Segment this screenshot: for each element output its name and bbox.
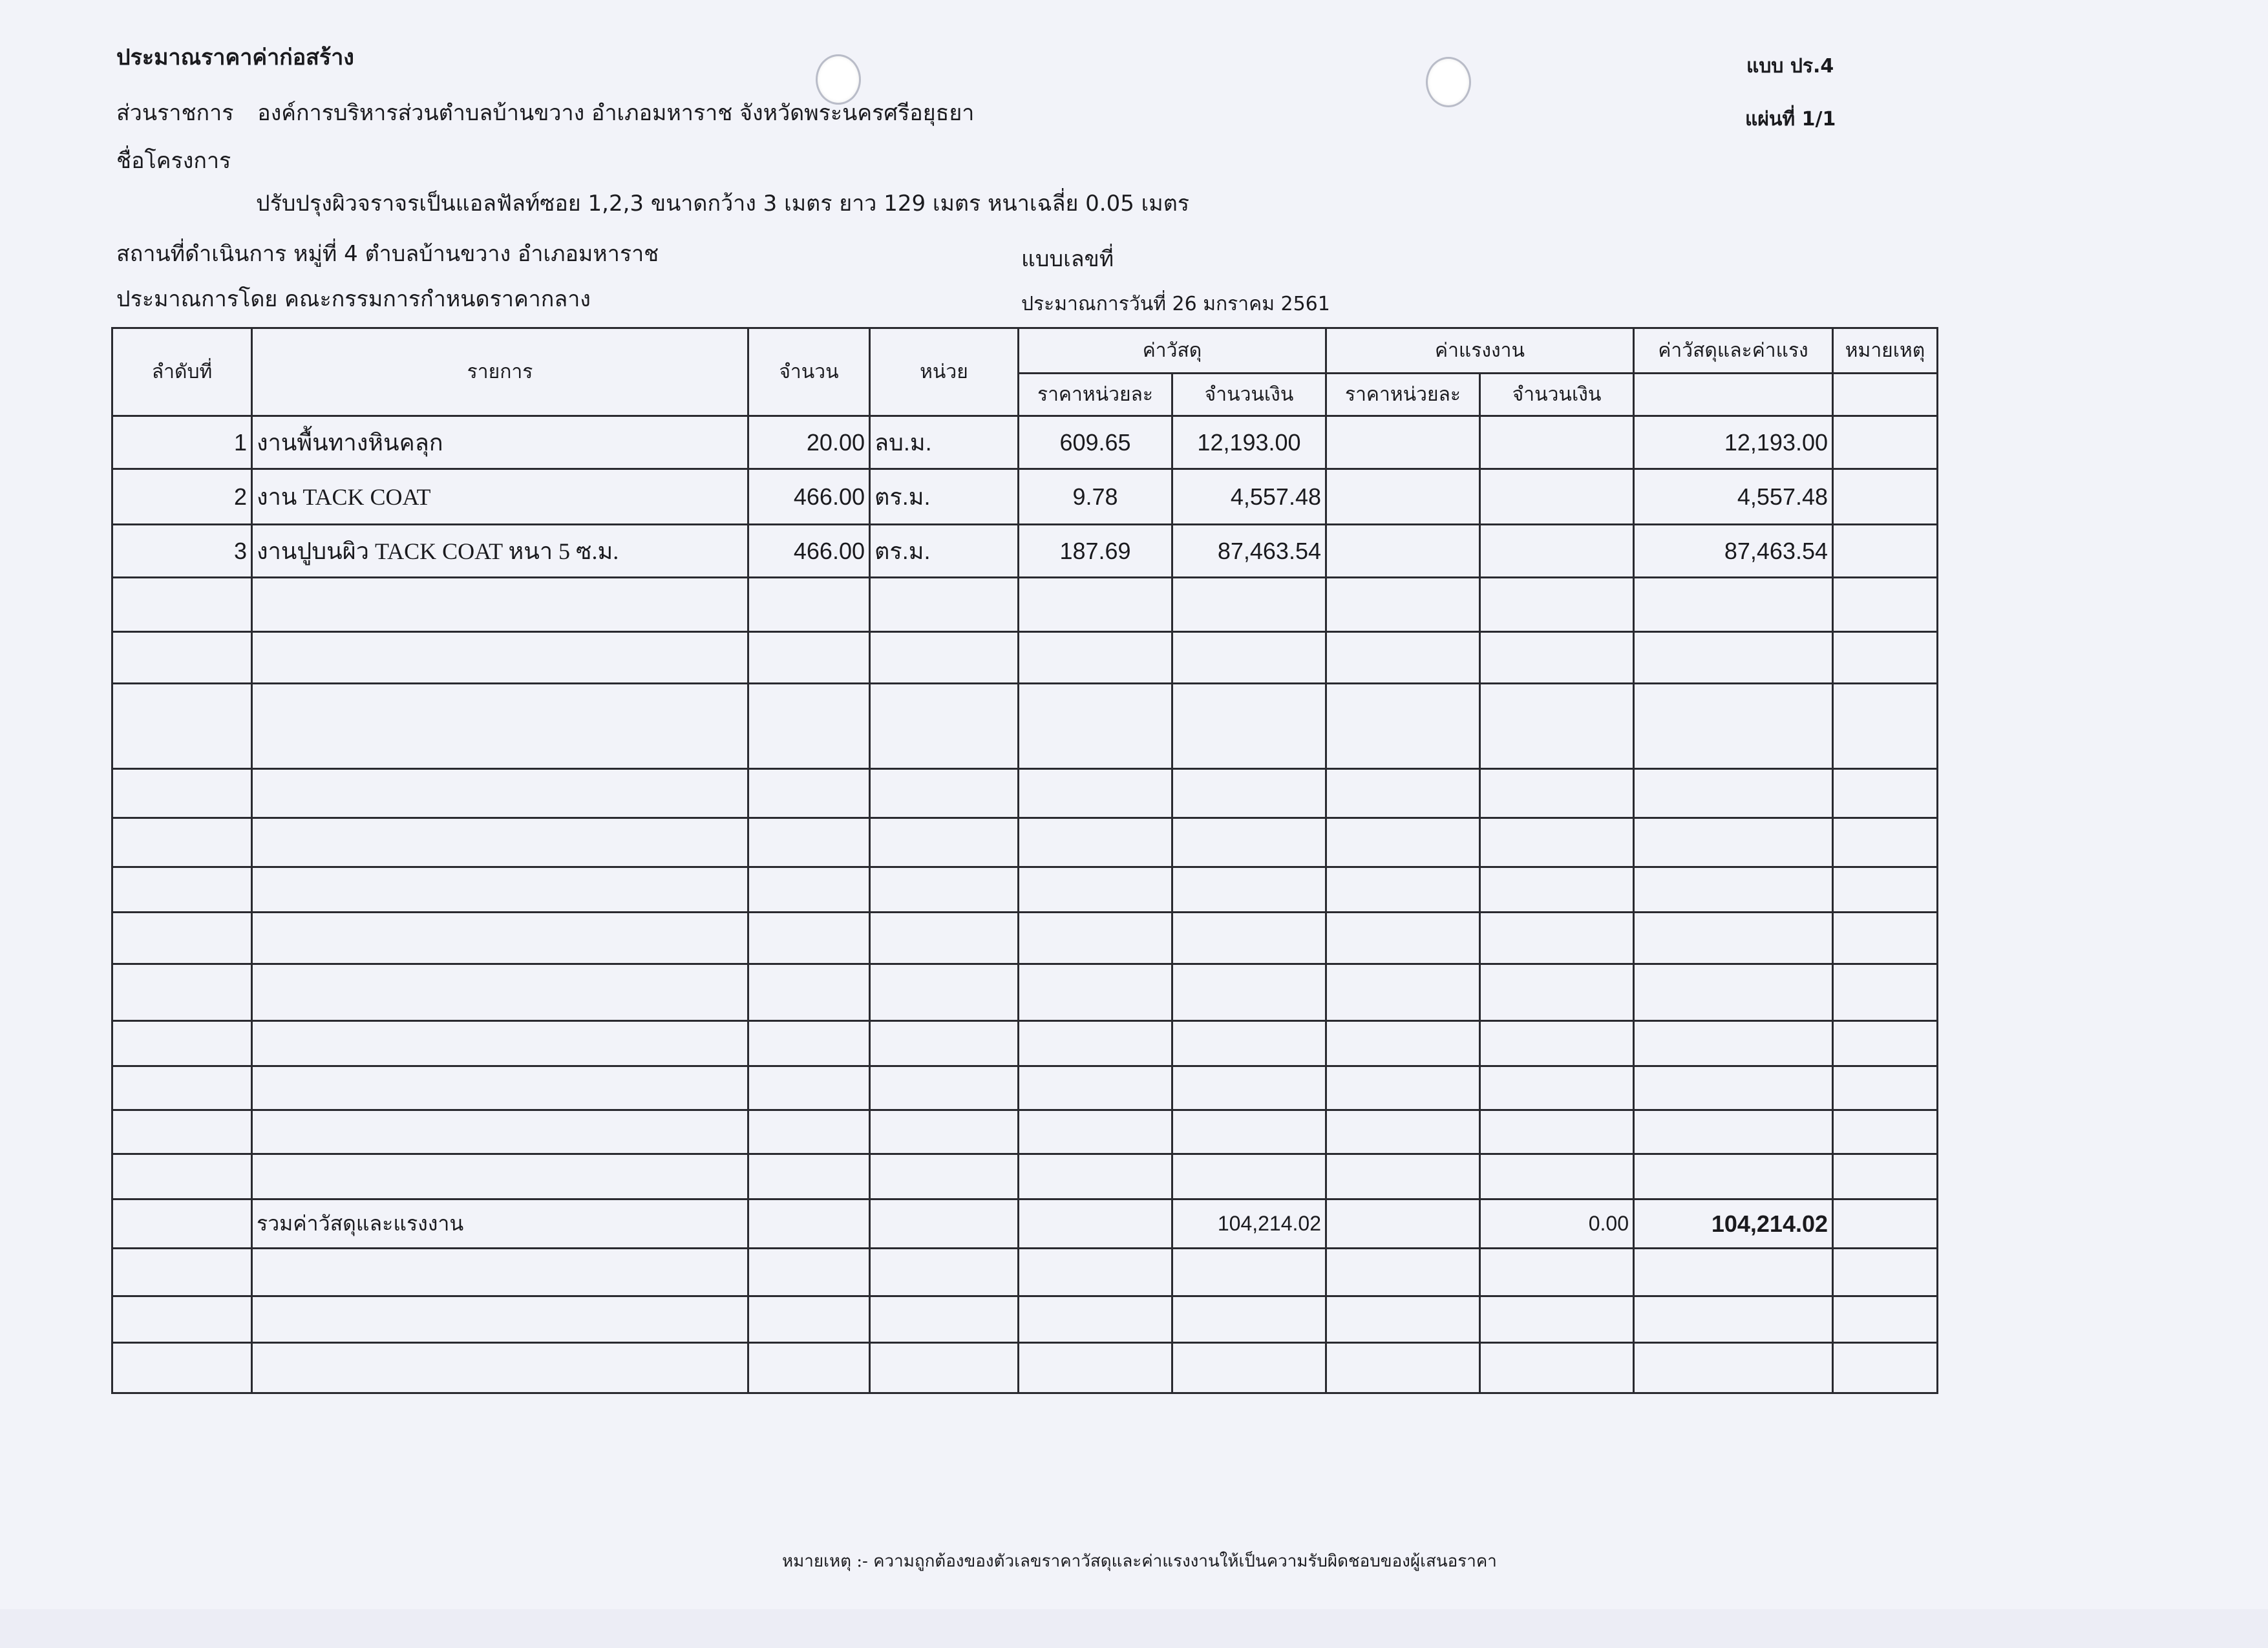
empty-row [112, 684, 1938, 769]
empty-row [112, 1296, 1938, 1343]
row-qty: 466.00 [748, 469, 870, 525]
location-line: สถานที่ดำเนินการ หมู่ที่ 4 ตำบลบ้านขวาง อำเภอมหาราช [116, 241, 659, 267]
header-qty: จำนวน [748, 328, 870, 416]
header-material: ค่าวัสดุ [1019, 328, 1326, 374]
row-no: 3 [112, 525, 252, 578]
project-label: ชื่อโครงการ [116, 148, 231, 174]
summary-labor-amount: 0.00 [1480, 1199, 1634, 1249]
row-material-amount: 4,557.48 [1172, 469, 1326, 525]
sheet-number: แผ่นที่ 1/1 [1745, 108, 1836, 131]
row-material-price: 187.69 [1019, 525, 1172, 578]
agency-label: ส่วนราชการ [116, 100, 234, 126]
sub-labor-unit-price: ราคาหน่วยละ [1326, 374, 1480, 416]
empty-row [112, 578, 1938, 632]
empty-row [112, 1249, 1938, 1296]
row-no: 1 [112, 416, 252, 469]
header-unit: หน่วย [870, 328, 1019, 416]
header-note: หมายเหตุ [1833, 328, 1938, 374]
empty-row [112, 913, 1938, 964]
row-note [1833, 416, 1938, 469]
empty-row [112, 1154, 1938, 1199]
row-labor-amount [1480, 416, 1634, 469]
empty-row [112, 769, 1938, 818]
row-unit: ตร.ม. [870, 525, 1019, 578]
row-unit: ลบ.ม. [870, 416, 1019, 469]
summary-total: 104,214.02 [1634, 1199, 1833, 1249]
empty-row [112, 1343, 1938, 1393]
row-no: 2 [112, 469, 252, 525]
summary-row [112, 1199, 1938, 1249]
row-material-price: 609.65 [1019, 416, 1172, 469]
punch-hole-right [1426, 57, 1471, 107]
sub-material-amount: จำนวนเงิน [1172, 374, 1326, 416]
design-number-label: แบบเลขที่ [1021, 246, 1114, 272]
empty-row [112, 1110, 1938, 1154]
punch-hole-left [816, 54, 861, 105]
form-code: แบบ ปร.4 [1746, 55, 1834, 78]
empty-row [112, 1021, 1938, 1066]
row-item: งาน TACK COAT [252, 469, 748, 525]
empty-row [112, 964, 1938, 1021]
summary-material-amount: 104,214.02 [1172, 1199, 1326, 1249]
agency-value: องค์การบริหารส่วนตำบลบ้านขวาง อำเภอมหาราช จังหวัดพระนครศรีอยุธยา [257, 100, 975, 126]
row-note [1833, 469, 1938, 525]
row-labor-amount [1480, 469, 1634, 525]
row-labor-price [1326, 416, 1480, 469]
row-qty: 20.00 [748, 416, 870, 469]
empty-row [112, 818, 1938, 867]
row-total: 12,193.00 [1634, 416, 1833, 469]
row-labor-amount [1480, 525, 1634, 578]
header-labor: ค่าแรงงาน [1326, 328, 1634, 374]
row-unit: ตร.ม. [870, 469, 1019, 525]
row-material-price: 9.78 [1019, 469, 1172, 525]
header-item: รายการ [252, 328, 748, 416]
summary-label: รวมค่าวัสดุและแรงงาน [252, 1199, 748, 1249]
header-material-labor-sum: ค่าวัสดุและค่าแรง [1634, 328, 1833, 374]
row-total: 4,557.48 [1634, 469, 1833, 525]
estimate-date: ประมาณการวันที่ 26 มกราคม 2561 [1021, 293, 1330, 315]
cost-estimate-table [111, 327, 1938, 1394]
sub-labor-amount: จำนวนเงิน [1480, 374, 1634, 416]
document-title: ประมาณราคาค่าก่อสร้าง [116, 45, 354, 70]
row-qty: 466.00 [748, 525, 870, 578]
row-material-amount: 87,463.54 [1172, 525, 1326, 578]
empty-row [112, 632, 1938, 684]
empty-row [112, 1066, 1938, 1110]
row-labor-price [1326, 469, 1480, 525]
row-item: งานพื้นทางหินคลุก [252, 416, 748, 469]
table-row [112, 525, 1938, 578]
project-value: ปรับปรุงผิวจราจรเป็นแอลฟัลท์ซอย 1,2,3 ขนาดกว้าง 3 เมตร ยาว 129 เมตร หนาเฉลี่ย 0.05 เมตร [256, 191, 1190, 217]
sub-material-unit-price: ราคาหน่วยละ [1019, 374, 1172, 416]
table-row [112, 469, 1938, 525]
row-item: งานปูบนผิว TACK COAT หนา 5 ซ.ม. [252, 525, 748, 578]
empty-row [112, 867, 1938, 913]
header-no: ลำดับที่ [112, 328, 252, 416]
row-labor-price [1326, 525, 1480, 578]
agency-line [116, 102, 974, 124]
row-note [1833, 525, 1938, 578]
footnote: หมายเหตุ :- ความถูกต้องของตัวเลขราคาวัสดุและค่าแรงงานให้เป็นความรับผิดชอบของผู้เสนอราคา [782, 1552, 1497, 1571]
estimated-by: ประมาณการโดย คณะกรรมการกำหนดราคากลาง [116, 286, 591, 312]
row-total: 87,463.54 [1634, 525, 1833, 578]
table-row [112, 416, 1938, 469]
row-material-amount: 12,193.00 [1172, 416, 1326, 469]
